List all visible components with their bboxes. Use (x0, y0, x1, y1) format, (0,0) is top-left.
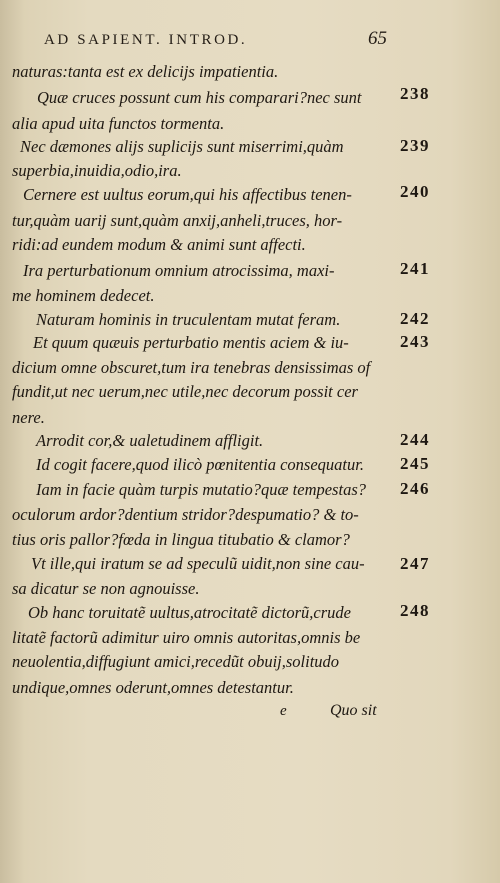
text-line: Cernere est uultus eorum,qui his affectibus tenen- (23, 185, 352, 204)
text-line: nere. (12, 408, 45, 427)
marginal-number: 239 (400, 136, 430, 155)
text-line: Iam in facie quàm turpis mutatio?quæ tempestas? (36, 480, 366, 499)
text-line: neuolentia,diffugiunt amici,recedũt obuij,solitudo (12, 652, 340, 671)
text-line: Et quum quæuis perturbatio mentis aciem & iu- (33, 333, 349, 352)
text-line: Naturam hominis in truculentam mutat feram. (36, 310, 341, 329)
marginal-number: 246 (400, 479, 430, 498)
text-line: superbia,inuidia,odio,ira. (12, 161, 182, 180)
marginal-number: 247 (400, 554, 430, 573)
marginal-number: 243 (400, 332, 430, 351)
marginal-number: 244 (400, 430, 430, 449)
marginal-number: 245 (400, 454, 430, 473)
text-line: tius oris pallor?fœda in lingua titubatio & clamor? (12, 530, 350, 549)
marginal-number: 238 (400, 84, 430, 103)
text-line: Ira perturbationum omnium atrocissima, maxi- (23, 261, 335, 280)
text-line: Id cogit facere,quod ilicò pœnitentia consequatur. (36, 455, 364, 474)
text-line: undique,omnes oderunt,omnes detestantur. (12, 678, 294, 697)
text-line: litatẽ factorũ adimitur uiro omnis autoritas,omnis be (12, 628, 361, 647)
page-number: 65 (368, 28, 387, 49)
text-line: tur,quàm uarij sunt,quàm anxij,anheli,truces, hor- (12, 211, 343, 230)
text-line: dicium omne obscuret,tum ira tenebras densissimas of (12, 358, 371, 377)
marginal-number: 248 (400, 601, 430, 620)
marginal-number: 242 (400, 309, 430, 328)
marginal-number: 241 (400, 259, 430, 278)
signature-mark: e (280, 703, 287, 719)
running-head: AD SAPIENT. INTROD. (44, 32, 248, 48)
text-line: oculorum ardor?dentium stridor?despumatio? & to- (12, 505, 359, 524)
marginal-number: 240 (400, 182, 430, 201)
text-line: Arrodit cor,& ualetudinem affligit. (36, 431, 264, 450)
text-line: naturas:tanta est ex delicijs impatientia. (12, 62, 279, 81)
text-line: alia apud uita functos tormenta. (12, 114, 225, 133)
text-line: fundit,ut nec uerum,nec utile,nec decorum possit cer (12, 382, 358, 401)
catchword: Quo sit (330, 702, 377, 719)
text-line: sa dicatur se non agnouisse. (12, 579, 200, 598)
text-line: ridi:ad eundem modum & animi sunt affecti. (12, 235, 306, 254)
text-line: me hominem dedecet. (12, 286, 155, 305)
text-line: Ob hanc toruitatẽ uultus,atrocitatẽ dictorũ,crude (28, 603, 351, 622)
text-line: Quæ cruces possunt cum his comparari?nec sunt (37, 88, 362, 107)
text-line: Nec dæmones alijs suplicijs sunt miserrimi,quàm (20, 137, 344, 156)
text-line: Vt ille,qui iratum se ad speculũ uidit,non sine cau- (31, 554, 365, 573)
